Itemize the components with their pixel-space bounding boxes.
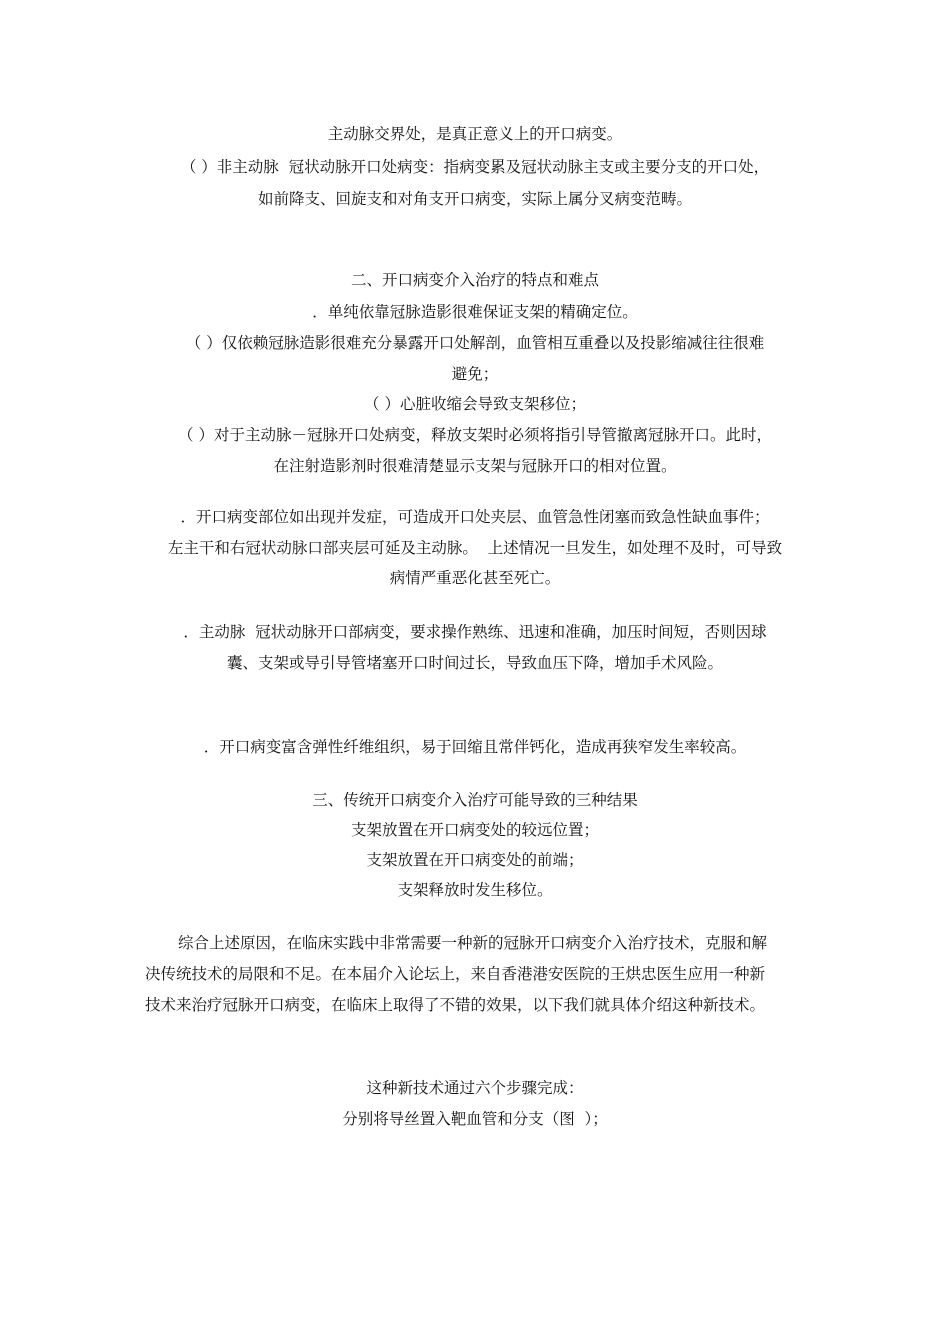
text-line: （ ）仅依赖冠脉造影很难充分暴露开口处解剖，血管相互重叠以及投影缩减往往很难 xyxy=(185,334,765,352)
paragraph-line: 决传统技术的局限和不足。在本届介入论坛上，来自香港港安医院的王烘忠医生应用一种新 xyxy=(145,965,766,983)
text-line: 左主干和右冠状动脉口部夹层可延及主动脉。 上述情况一旦发生，如处理不及时，可导致 xyxy=(167,539,783,557)
text-line: （ ）心脏收缩会导致支架移位； xyxy=(364,395,586,413)
text-line: 分别将导丝置入靶血管和分支（图 ）； xyxy=(342,1110,608,1128)
text-line: 主动脉交界处，是真正意义上的开口病变。 xyxy=(327,125,623,143)
text-line: （ ）非主动脉 冠状动脉开口处病变：指病变累及冠状动脉主支或主要分支的开口处， xyxy=(180,158,770,176)
section-heading: 三、传统开口病变介入治疗可能导致的三种结果 xyxy=(312,791,638,809)
section-heading: 二、开口病变介入治疗的特点和难点 xyxy=(350,271,599,289)
paragraph-line: 综合上述原因，在临床实践中非常需要一种新的冠脉开口病变介入治疗技术，克服和解 xyxy=(178,934,768,952)
text-line: ．开口病变富含弹性纤维组织，易于回缩且常伴钙化，造成再狭窄发生率较高。 xyxy=(203,738,747,756)
text-line: 避免； xyxy=(451,365,499,383)
text-line: 在注射造影剂时很难清楚显示支架与冠脉开口的相对位置。 xyxy=(273,457,677,475)
text-line: 囊、支架或导引导管堵塞开口时间过长，导致血压下降，增加手术风险。 xyxy=(226,654,723,672)
text-line: ．主动脉 冠状动脉开口部病变，要求操作熟练、迅速和准确，加压时间短，否则因球 xyxy=(183,623,767,641)
list-item: 支架放置在开口病变处的前端； xyxy=(366,851,584,869)
list-item: 支架放置在开口病变处的较远位置； xyxy=(350,821,599,839)
text-line: 这种新技术通过六个步骤完成： xyxy=(366,1079,584,1097)
text-line: （ ）对于主动脉－冠脉开口处病变，释放支架时必须将指引导管撤离冠脉开口。此时， xyxy=(178,426,772,444)
text-line: 如前降支、回旋支和对角支开口病变，实际上属分叉病变范畴。 xyxy=(257,190,692,208)
text-line: ．开口病变部位如出现并发症，可造成开口处夹层、血管急性闭塞而致急性缺血事件； xyxy=(180,508,770,526)
text-line: 病情严重恶化甚至死亡。 xyxy=(389,569,561,587)
text-line: ．单纯依靠冠脉造影很难保证支架的精确定位。 xyxy=(312,303,638,321)
paragraph-line: 技术来治疗冠脉开口病变，在临床上取得了不错的效果，以下我们就具体介绍这种新技术。 xyxy=(145,996,766,1014)
list-item: 支架释放时发生移位。 xyxy=(397,881,553,899)
